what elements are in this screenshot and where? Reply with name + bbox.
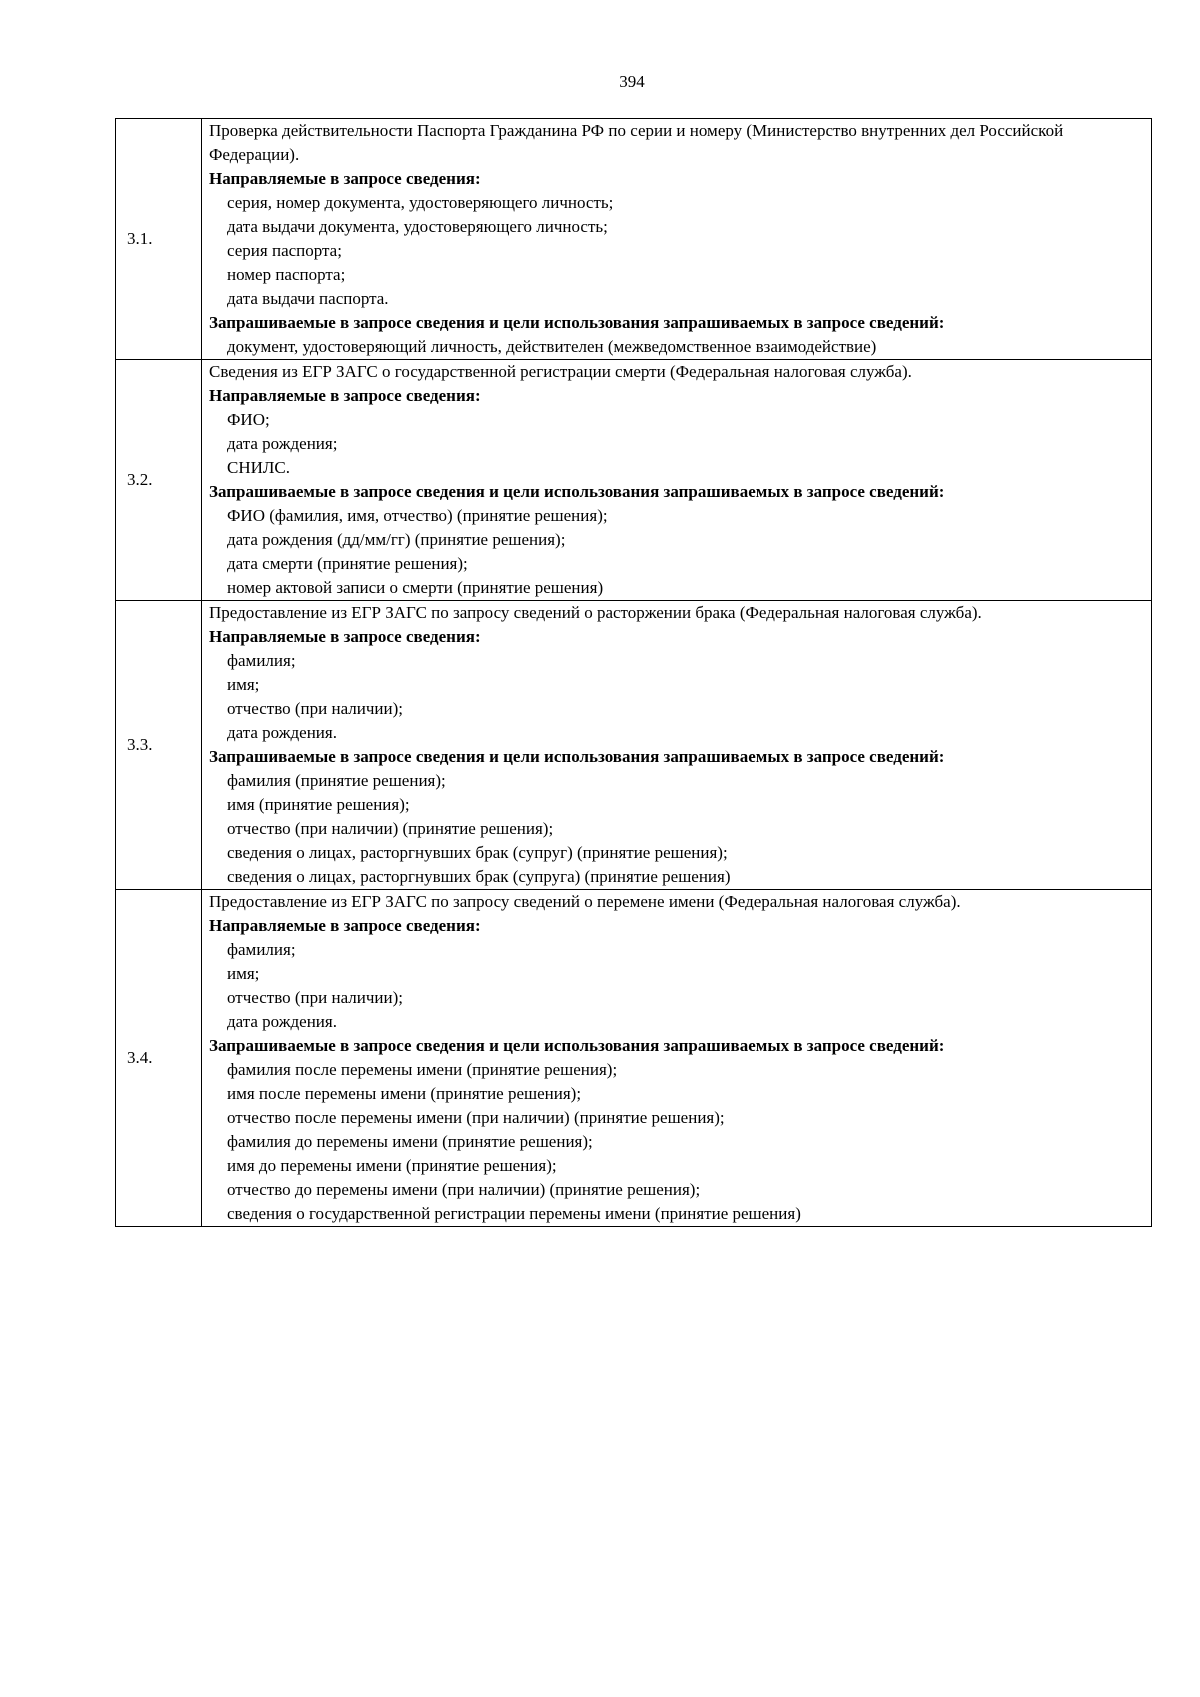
row-number: 3.1. bbox=[116, 119, 202, 360]
list-item: фамилия после перемены имени (принятие решения); bbox=[227, 1060, 618, 1079]
list-item: дата рождения. bbox=[227, 1012, 337, 1031]
requested-header: Запрашиваемые в запросе сведения и цели использования запрашиваемых в запросе сведений: bbox=[209, 313, 945, 332]
sent-header: Направляемые в запросе сведения: bbox=[209, 386, 481, 405]
row-title: Сведения из ЕГР ЗАГС о государственной регистрации смерти (Федеральная налоговая служба). bbox=[209, 362, 912, 381]
sent-header: Направляемые в запросе сведения: bbox=[209, 916, 481, 935]
list-item: серия, номер документа, удостоверяющего личность; bbox=[227, 193, 614, 212]
list-item: отчество после перемены имени (при наличии) (принятие решения); bbox=[227, 1108, 725, 1127]
page-number: 394 bbox=[619, 72, 645, 91]
list-item: сведения о лицах, расторгнувших брак (супруг) (принятие решения); bbox=[227, 843, 728, 862]
list-item: документ, удостоверяющий личность, действителен (межведомственное взаимодействие) bbox=[227, 337, 877, 356]
row-content bbox=[202, 890, 1152, 1227]
list-item: имя; bbox=[227, 964, 260, 983]
requested-header: Запрашиваемые в запросе сведения и цели использования запрашиваемых в запросе сведений: bbox=[209, 482, 945, 501]
list-item: фамилия; bbox=[227, 940, 296, 959]
row-content bbox=[202, 360, 1152, 601]
list-item: отчество (при наличии); bbox=[227, 699, 403, 718]
list-item: имя; bbox=[227, 675, 260, 694]
list-item: фамилия до перемены имени (принятие решения); bbox=[227, 1132, 593, 1151]
list-item: отчество (при наличии); bbox=[227, 988, 403, 1007]
list-item: сведения о лицах, расторгнувших брак (супруга) (принятие решения) bbox=[227, 867, 731, 886]
row-number: 3.4. bbox=[116, 890, 202, 1227]
list-item: имя после перемены имени (принятие решения); bbox=[227, 1084, 582, 1103]
requested-header: Запрашиваемые в запросе сведения и цели использования запрашиваемых в запросе сведений: bbox=[209, 1036, 945, 1055]
sent-header: Направляемые в запросе сведения: bbox=[209, 169, 481, 188]
list-item: СНИЛС. bbox=[227, 458, 291, 477]
list-item: номер актовой записи о смерти (принятие решения) bbox=[227, 578, 604, 597]
requests-table bbox=[115, 118, 1152, 1227]
table-row bbox=[116, 360, 1152, 601]
list-item: ФИО (фамилия, имя, отчество) (принятие решения); bbox=[227, 506, 608, 525]
list-item: имя до перемены имени (принятие решения); bbox=[227, 1156, 557, 1175]
list-item: отчество (при наличии) (принятие решения); bbox=[227, 819, 554, 838]
row-number: 3.3. bbox=[116, 601, 202, 890]
list-item: ФИО; bbox=[227, 410, 270, 429]
list-item: дата рождения (дд/мм/гг) (принятие решения); bbox=[227, 530, 566, 549]
row-content bbox=[202, 119, 1152, 360]
row-title: Предоставление из ЕГР ЗАГС по запросу сведений о перемене имени (Федеральная налоговая служба). bbox=[209, 892, 961, 911]
list-item: отчество до перемены имени (при наличии) (принятие решения); bbox=[227, 1180, 701, 1199]
table-row bbox=[116, 601, 1152, 890]
list-item: номер паспорта; bbox=[227, 265, 346, 284]
sent-header: Направляемые в запросе сведения: bbox=[209, 627, 481, 646]
list-item: дата выдачи документа, удостоверяющего личность; bbox=[227, 217, 608, 236]
list-item: фамилия (принятие решения); bbox=[227, 771, 446, 790]
list-item: серия паспорта; bbox=[227, 241, 342, 260]
list-item: сведения о государственной регистрации перемены имени (принятие решения) bbox=[227, 1204, 801, 1223]
list-item: дата выдачи паспорта. bbox=[227, 289, 389, 308]
list-item: дата рождения. bbox=[227, 723, 337, 742]
table-row bbox=[116, 119, 1152, 360]
row-content bbox=[202, 601, 1152, 890]
row-number: 3.2. bbox=[116, 360, 202, 601]
list-item: дата смерти (принятие решения); bbox=[227, 554, 468, 573]
row-title: Проверка действительности Паспорта Гражданина РФ по серии и номеру (Министерство внутренних дел Российской Федерации). bbox=[209, 121, 1064, 164]
table-row bbox=[116, 890, 1152, 1227]
row-title: Предоставление из ЕГР ЗАГС по запросу сведений о расторжении брака (Федеральная налоговая служба). bbox=[209, 603, 982, 622]
list-item: дата рождения; bbox=[227, 434, 338, 453]
list-item: фамилия; bbox=[227, 651, 296, 670]
requested-header: Запрашиваемые в запросе сведения и цели использования запрашиваемых в запросе сведений: bbox=[209, 747, 945, 766]
list-item: имя (принятие решения); bbox=[227, 795, 410, 814]
